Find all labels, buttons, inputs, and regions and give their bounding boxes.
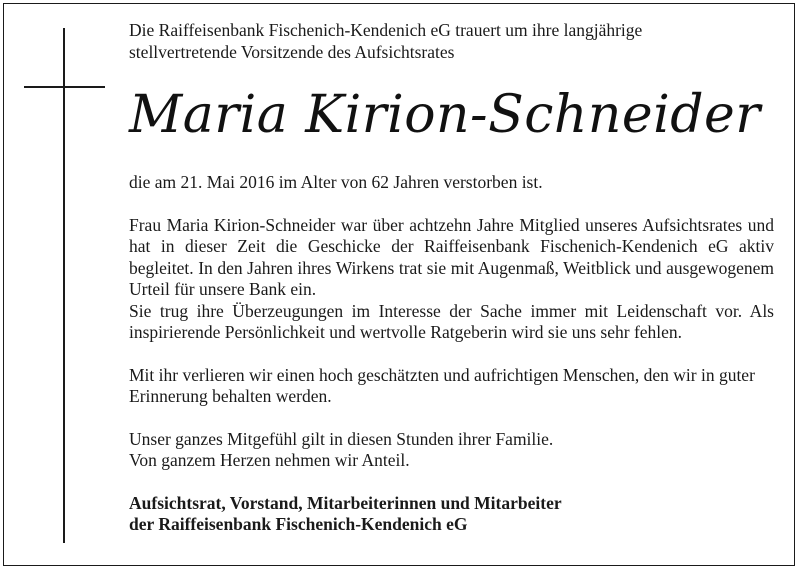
tribute-paragraph-1: Frau Maria Kirion-Schneider war über achtzehn Jahre Mitglied unseres Aufsichtsrates und hat in dieser Zeit die Geschicke der Raiffeisenbank Fischenich-Kendenich eG aktiv begleitet. In den Jahren ihres Wirkens trat sie mit Augenmaß, Weitblick und ausgewogenem Urteil für unsere Bank ein.	[129, 214, 774, 299]
sympathy-line-2: Von ganzem Herzen nehmen wir Anteil.	[129, 450, 410, 470]
intro-line-1: Die Raiffeisenbank Fischenich-Kendenich eG trauert um ihre langjährige	[129, 20, 643, 40]
sympathy-line-1: Unser ganzes Mitgefühl gilt in diesen Stunden ihrer Familie.	[129, 428, 554, 449]
tribute-paragraph-2: Mit ihr verlieren wir einen hoch geschätzten und aufrichtigen Menschen, den wir in guter Erinnerung behalten werden.	[129, 364, 755, 406]
signature-line-1: Aufsichtsrat, Vorstand, Mitarbeiterinnen und Mitarbeiter	[129, 492, 562, 513]
cross-icon-horizontal-bar	[24, 86, 105, 88]
death-notice: die am 21. Mai 2016 im Alter von 62 Jahren verstorben ist.	[129, 172, 543, 192]
obituary-content	[129, 20, 774, 536]
deceased-name: Maria Kirion-Schneider	[129, 85, 761, 145]
sympathy-text	[129, 429, 774, 472]
cross-icon-vertical-bar	[63, 28, 65, 543]
signature-line-2: der Raiffeisenbank Fischenich-Kendenich eG	[129, 514, 468, 534]
intro-line-2: stellvertretende Vorsitzende des Aufsichtsrates	[129, 41, 455, 62]
tribute-paragraph-1b: Sie trug ihre Überzeugungen im Interesse der Sache immer mit Leidenschaft vor. Als inspirierende Persönlichkeit und wertvolle Ratgeberin wird sie uns sehr fehlen.	[129, 300, 774, 342]
intro-text	[129, 20, 774, 63]
signature-block	[129, 493, 774, 536]
